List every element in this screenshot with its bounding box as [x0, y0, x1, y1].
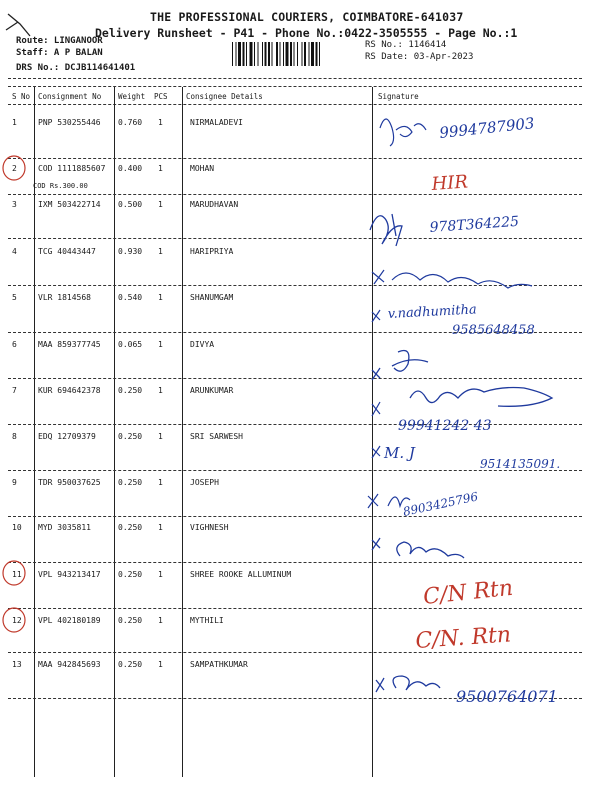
- signature-mark: [372, 538, 464, 558]
- row-consignee: ARUNKUMAR: [190, 386, 234, 395]
- handwritten-phone: 978T364225: [429, 213, 520, 236]
- row-pcs: 1: [158, 200, 163, 209]
- row-weight: 0.250: [118, 523, 143, 532]
- row-weight: 0.065: [118, 340, 143, 349]
- row-pcs: 1: [158, 293, 163, 302]
- row-consignment: MYD 3035811: [38, 523, 91, 532]
- header-rule: [8, 86, 582, 87]
- barcode-bar: [254, 42, 255, 66]
- barcode-bar: [236, 42, 237, 66]
- signature-mark: [372, 402, 380, 416]
- barcode-bar: [238, 42, 241, 66]
- handwritten-return-note: C/N Rtn: [422, 575, 515, 610]
- row-weight: 0.250: [118, 660, 143, 669]
- barcode-image: [232, 42, 357, 66]
- col-header-consignment: Consignment No: [38, 92, 102, 101]
- row-consignee: SRI SARWESH: [190, 432, 243, 441]
- row-pcs: 1: [158, 660, 163, 669]
- row-consignee: NIRMALADEVI: [190, 118, 243, 127]
- row-consignee: JOSEPH: [190, 478, 219, 487]
- row-consignment: EDQ 12709379: [38, 432, 96, 441]
- row-sno: 1: [12, 118, 17, 127]
- barcode-bar: [243, 42, 245, 66]
- handwritten-return-note: C/N. Rtn: [414, 622, 512, 654]
- column-header-rule: [8, 104, 582, 105]
- row-weight: 0.500: [118, 200, 143, 209]
- row-consignment: MAA 859377745: [38, 340, 101, 349]
- row-weight: 0.400: [118, 164, 143, 173]
- row-sno: 6: [12, 340, 17, 349]
- handwritten-signature: M. J: [384, 444, 415, 462]
- row-pcs: 1: [158, 118, 163, 127]
- handwritten-phone: 99941242 43: [398, 418, 492, 434]
- barcode-bar: [316, 42, 318, 66]
- row-consignee: HARIPRIYA: [190, 247, 234, 256]
- row-sno: 8: [12, 432, 17, 441]
- row-consignment: VPL 943213417: [38, 570, 101, 579]
- row-pcs: 1: [158, 570, 163, 579]
- barcode-bar: [262, 42, 263, 66]
- barcode-bar: [311, 42, 314, 66]
- row-consignee: MYTHILI: [190, 616, 224, 625]
- row-rule: [8, 470, 582, 471]
- handwritten-signature: HIR: [430, 171, 469, 195]
- barcode-bar: [304, 42, 306, 66]
- row-consignment: PNP 530255446: [38, 118, 101, 127]
- handwritten-phone: 9500764071: [456, 687, 558, 706]
- row-consignment: TDR 950037625: [38, 478, 101, 487]
- handwritten-phone: 9585648458: [452, 323, 535, 338]
- col-header-sno: S No: [12, 92, 31, 101]
- barcode-bar: [290, 42, 292, 66]
- handwritten-phone: 8903425796: [401, 489, 480, 519]
- col-header-pcs: PCS: [154, 92, 168, 101]
- cod-amount: COD Rs.300.00: [33, 182, 88, 190]
- row-weight: 0.250: [118, 478, 143, 487]
- drs-number: DRS No.: DCJB114641401: [16, 63, 136, 73]
- barcode-bar: [294, 42, 295, 66]
- row-rule: [8, 378, 582, 379]
- row-consignee: MOHAN: [190, 164, 215, 173]
- signature-mark: [372, 310, 380, 322]
- row-pcs: 1: [158, 386, 163, 395]
- column-divider: [114, 87, 115, 777]
- row-weight: 0.250: [118, 570, 143, 579]
- row-consignee: VIGHNESH: [190, 523, 229, 532]
- row-rule: [8, 238, 582, 239]
- barcode-bar: [272, 42, 273, 66]
- row-rule: [8, 194, 582, 195]
- signature-mark: [376, 676, 440, 692]
- corner-scribble: [6, 14, 30, 36]
- row-sno: 5: [12, 293, 17, 302]
- signature-mark: [372, 446, 380, 458]
- barcode-bar: [265, 42, 267, 66]
- row-consignment: KUR 694642378: [38, 386, 101, 395]
- barcode-bar: [297, 42, 298, 66]
- row-rule: [8, 285, 582, 286]
- row-pcs: 1: [158, 432, 163, 441]
- row-rule: [8, 158, 582, 159]
- row-sno: 2: [12, 164, 17, 173]
- row-rule: [8, 516, 582, 517]
- col-header-weight: Weight: [118, 92, 146, 101]
- row-weight: 0.250: [118, 386, 143, 395]
- row-consignee: MARUDHAVAN: [190, 200, 239, 209]
- header-rule: [8, 78, 582, 79]
- barcode-bar: [286, 42, 289, 66]
- col-header-signature: Signature: [378, 92, 419, 101]
- row-sno: 3: [12, 200, 17, 209]
- row-pcs: 1: [158, 523, 163, 532]
- route-label: Route: LINGANOOR: [16, 36, 103, 46]
- row-consignment: COD 1111885607: [38, 164, 106, 173]
- handwritten-phone: 9514135091.: [480, 457, 561, 471]
- company-title: THE PROFESSIONAL COURIERS, COIMBATORE-641037: [150, 10, 464, 24]
- row-weight: 0.540: [118, 293, 143, 302]
- row-consignment: IXM 503422714: [38, 200, 101, 209]
- rs-number: RS No.: 1146414: [365, 40, 447, 50]
- staff-label: Staff: A P BALAN: [16, 48, 103, 58]
- row-pcs: 1: [158, 478, 163, 487]
- barcode-bar: [268, 42, 270, 66]
- rs-date: RS Date: 03-Apr-2023: [365, 52, 474, 62]
- row-sno: 9: [12, 478, 17, 487]
- row-consignment: MAA 942845693: [38, 660, 101, 669]
- row-rule: [8, 562, 582, 563]
- row-consignment: TCG 40443447: [38, 247, 96, 256]
- barcode-bar: [232, 42, 233, 66]
- row-consignee: SHANUMGAM: [190, 293, 234, 302]
- row-pcs: 1: [158, 164, 163, 173]
- row-consignee: SHREE ROOKE ALLUMINUM: [190, 570, 292, 579]
- row-rule: [8, 698, 582, 699]
- row-sno: 11: [12, 570, 22, 579]
- row-pcs: 1: [158, 247, 163, 256]
- row-sno: 13: [12, 660, 22, 669]
- row-consignee: DIVYA: [190, 340, 215, 349]
- row-rule: [8, 332, 582, 333]
- barcode-bar: [319, 42, 320, 66]
- row-rule: [8, 424, 582, 425]
- signature-mark: [368, 494, 410, 508]
- row-consignment: VLR 1814568: [38, 293, 91, 302]
- signature-mark: [370, 214, 402, 246]
- row-consignment: VPL 402180189: [38, 616, 101, 625]
- handwritten-name: v.nadhumitha: [387, 302, 478, 322]
- row-consignee: SAMPATHKUMAR: [190, 660, 248, 669]
- barcode-bar: [258, 42, 259, 66]
- row-weight: 0.760: [118, 118, 143, 127]
- signature-mark: [372, 351, 428, 381]
- handwritten-phone: 9994787903: [438, 114, 536, 142]
- barcode-bar: [276, 42, 278, 66]
- row-weight: 0.250: [118, 432, 143, 441]
- row-pcs: 1: [158, 616, 163, 625]
- row-weight: 0.250: [118, 616, 143, 625]
- signature-mark: [380, 119, 426, 146]
- row-sno: 7: [12, 386, 17, 395]
- row-pcs: 1: [158, 340, 163, 349]
- barcode-bar: [309, 42, 310, 66]
- col-header-consignee: Consignee Details: [186, 92, 263, 101]
- column-divider: [372, 87, 373, 777]
- barcode-bar: [302, 42, 303, 66]
- row-sno: 4: [12, 247, 17, 256]
- barcode-bar: [283, 42, 284, 66]
- row-rule: [8, 608, 582, 609]
- row-sno: 12: [12, 616, 22, 625]
- signature-mark: [410, 388, 552, 407]
- barcode-bar: [280, 42, 281, 66]
- column-divider: [34, 87, 35, 777]
- runsheet-title: Delivery Runsheet - P41 - Phone No.:0422-3505555 - Page No.:1: [95, 26, 518, 40]
- row-weight: 0.930: [118, 247, 143, 256]
- barcode-bar: [250, 42, 253, 66]
- barcode-bar: [246, 42, 247, 66]
- column-divider: [182, 87, 183, 777]
- row-sno: 10: [12, 523, 22, 532]
- row-rule: [8, 652, 582, 653]
